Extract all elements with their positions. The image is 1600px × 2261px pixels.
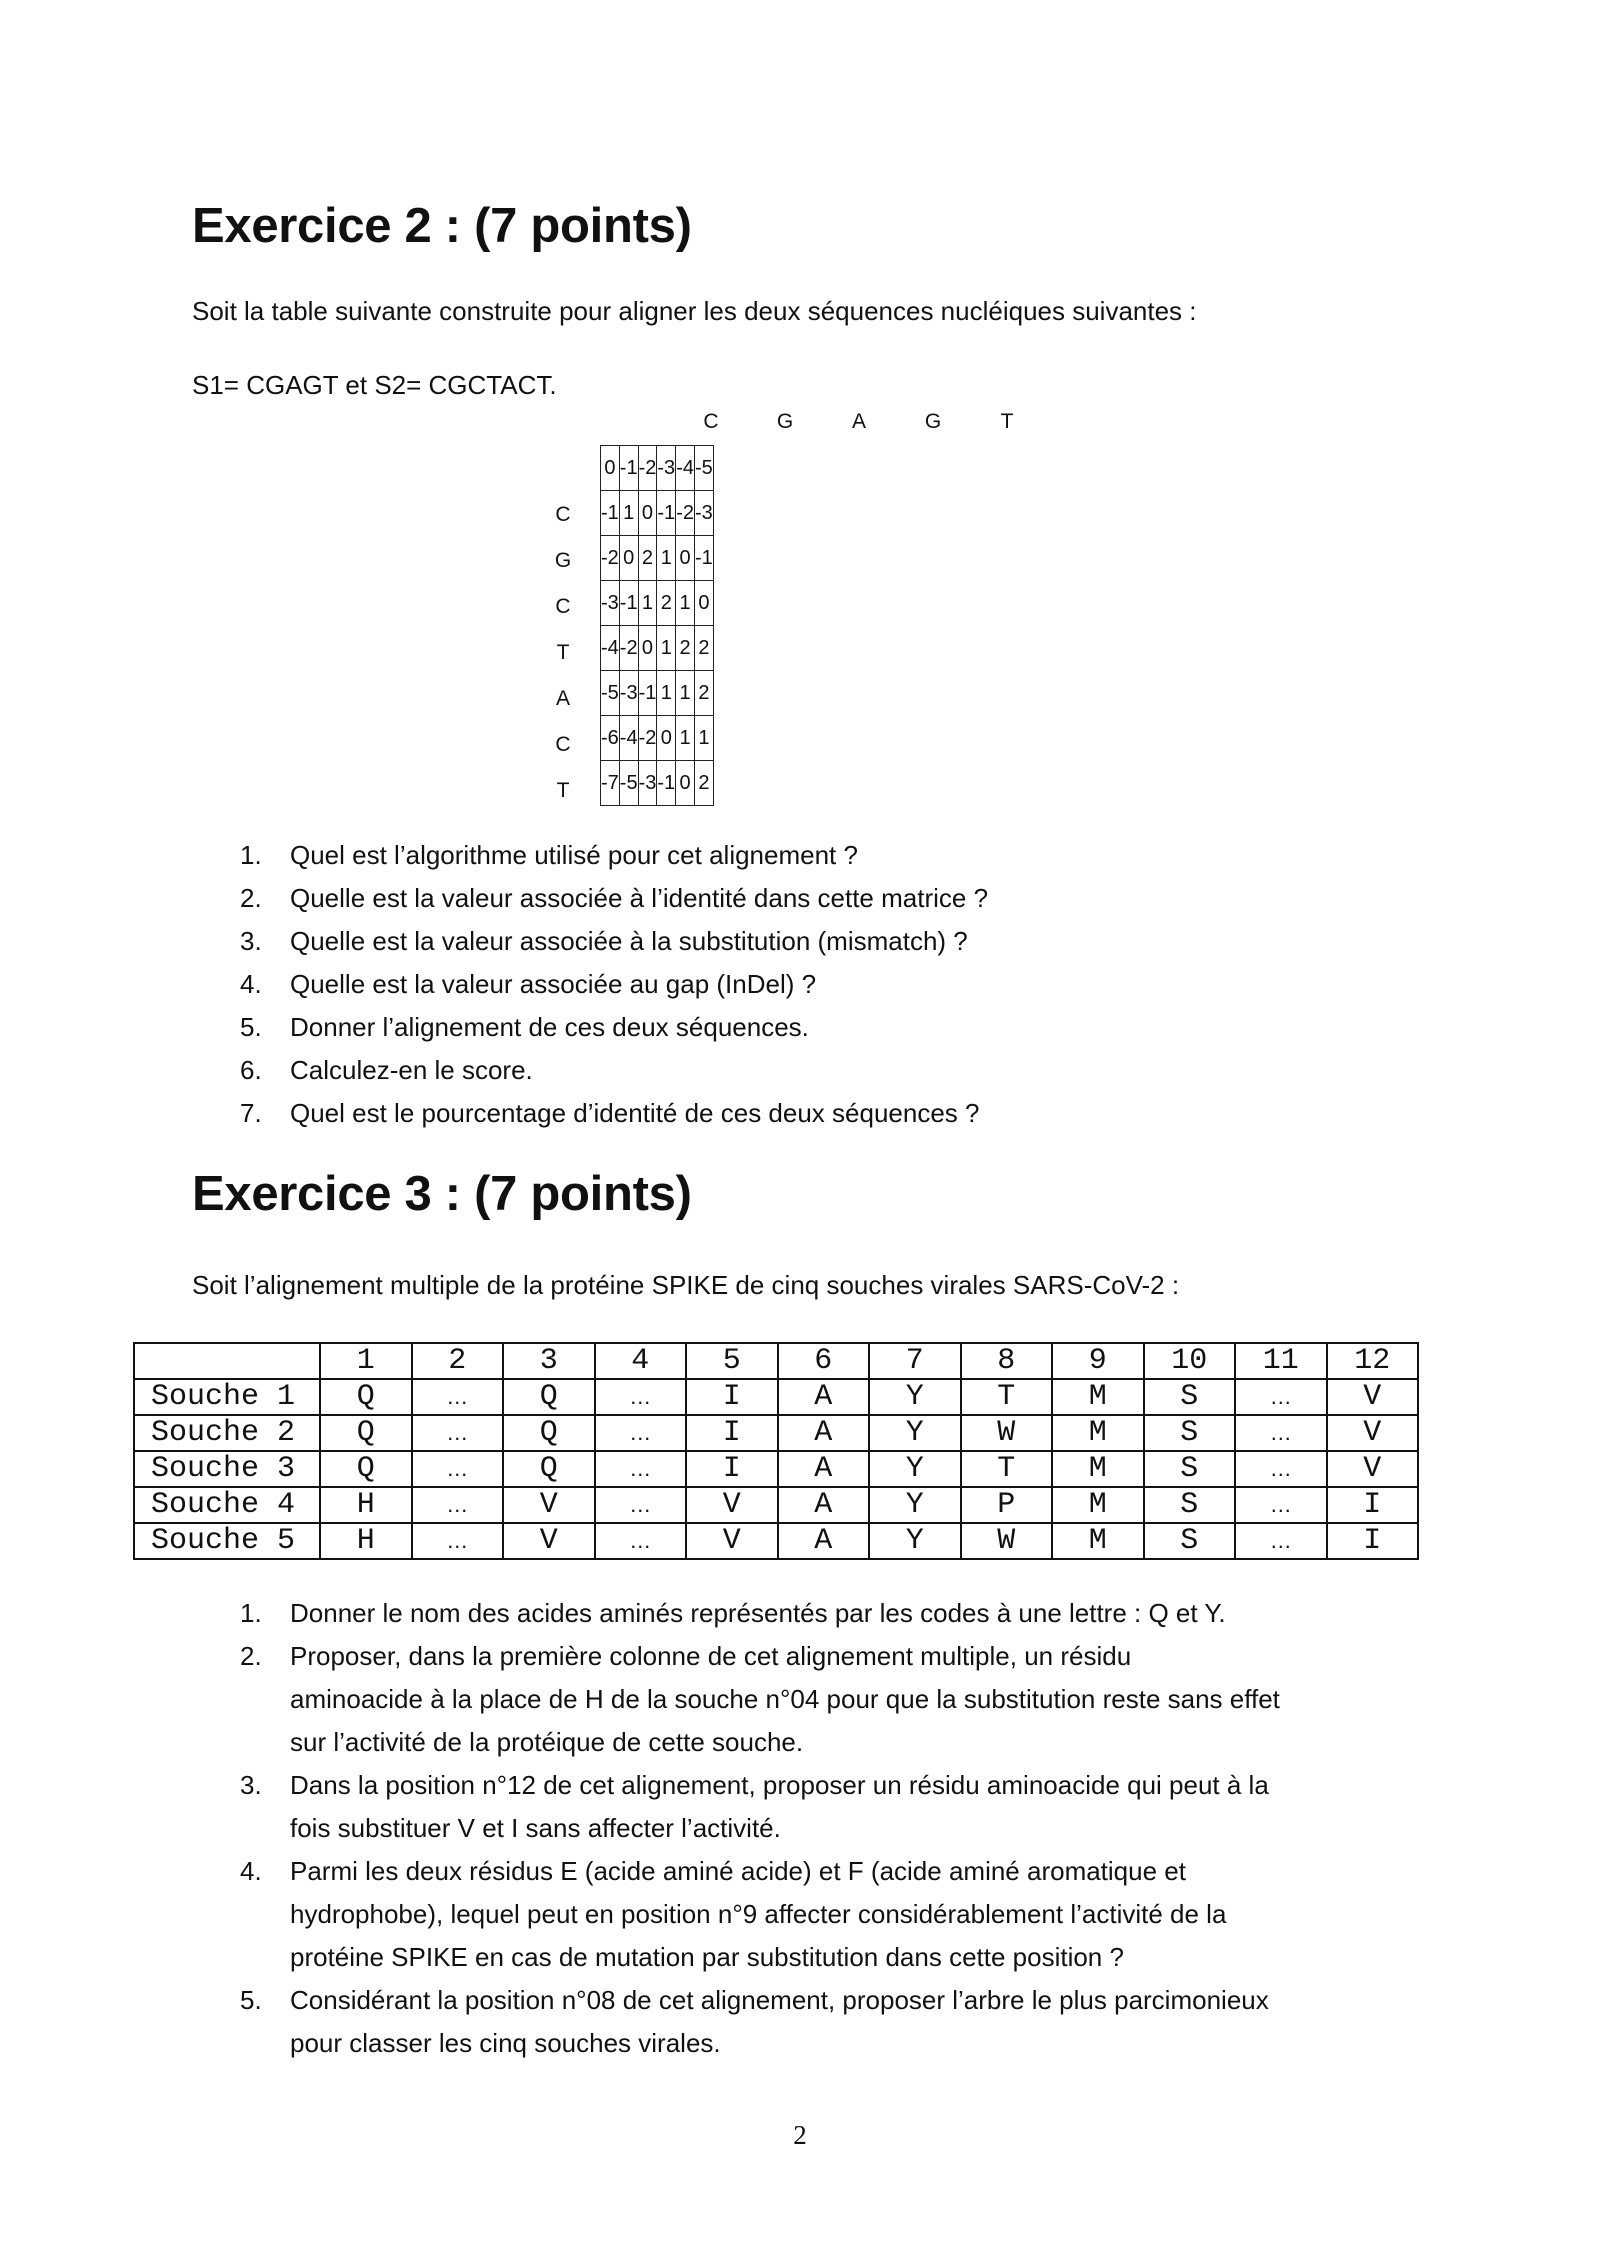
residue-cell: Y [869,1487,961,1523]
residue-cell: V [1327,1379,1419,1415]
residue-cell: … [595,1487,687,1523]
dp-cell: -3 [694,491,713,536]
dp-cell: 2 [676,626,695,671]
alignment-row [134,1451,1418,1487]
dp-row [601,536,714,581]
alignment-position-header: 12 [1327,1343,1419,1379]
question-line: pour classer les cinq souches virales. [290,2028,721,2058]
dp-cell: -4 [601,626,620,671]
residue-cell: … [412,1415,504,1451]
dp-row [601,671,714,716]
dp-cell: -2 [676,491,695,536]
question-text: Calculez-en le score. [290,1055,533,1085]
alignment-position-header: 6 [778,1343,870,1379]
dp-col-header: C [703,410,719,433]
dp-row [601,626,714,671]
exercise2-questions [240,834,988,1135]
question-number: 2. [240,1641,262,1671]
page-number: 2 [793,2120,807,2150]
dp-row-header: T [556,641,570,664]
dp-cell: -1 [657,491,676,536]
residue-cell: … [412,1487,504,1523]
question-number: 7. [240,1098,262,1128]
alignment-position-header: 7 [869,1343,961,1379]
dp-cell: -1 [601,491,620,536]
alignment-position-header: 5 [686,1343,778,1379]
residue-cell: A [778,1415,870,1451]
alignment-row [134,1379,1418,1415]
dp-cell: 1 [657,536,676,581]
dp-cell: -4 [619,716,638,761]
dp-cell: 1 [676,671,695,716]
residue-cell: V [503,1523,595,1559]
dp-cell: 1 [694,716,713,761]
dp-col-header: A [851,410,866,433]
residue-cell: V [1327,1451,1419,1487]
residue-cell: … [1235,1451,1327,1487]
question-line: fois substituer V et I sans affecter l’activité. [290,1813,781,1843]
dp-cell: 0 [619,536,638,581]
dp-cell: 1 [676,581,695,626]
question-line: protéine SPIKE en cas de mutation par substitution dans cette position ? [290,1942,1124,1972]
dp-row [601,716,714,761]
dp-cell: 2 [694,626,713,671]
dp-cell: -6 [601,716,620,761]
question-text: Quelle est la valeur associée à l’identité dans cette matrice ? [290,883,989,913]
residue-cell: Q [503,1451,595,1487]
residue-cell: V [503,1487,595,1523]
residue-cell: V [1327,1415,1419,1451]
residue-cell: S [1144,1487,1236,1523]
residue-cell: S [1144,1451,1236,1487]
dp-cell: -1 [657,761,676,806]
dp-col-header: T [1000,410,1014,433]
residue-cell: P [961,1487,1053,1523]
dp-cell: 1 [619,491,638,536]
alignment-header-row [134,1343,1418,1379]
dp-col-header: G [924,410,942,433]
residue-cell: Q [503,1379,595,1415]
dp-row-header: C [555,733,571,756]
dp-cell: -3 [619,671,638,716]
residue-cell: Y [869,1451,961,1487]
dp-cell: 0 [676,761,695,806]
residue-cell: Q [320,1451,412,1487]
dp-cell: -2 [638,446,657,491]
residue-cell: M [1052,1487,1144,1523]
alignment-position-header: 10 [1144,1343,1236,1379]
dp-cell: 1 [657,626,676,671]
residue-cell: … [1235,1379,1327,1415]
exercise2-title: Exercice 2 : (7 points) [192,199,692,253]
question-number: 3. [240,1770,262,1800]
question-number: 1. [240,1598,262,1628]
dp-row-header: G [554,549,572,572]
alignment-position-header: 8 [961,1343,1053,1379]
dp-cell: 0 [638,626,657,671]
residue-cell: H [320,1523,412,1559]
exercise2-intro: Soit la table suivante construite pour aligner les deux séquences nucléiques suivantes : [192,296,1197,326]
strain-label: Souche 3 [134,1451,320,1487]
question-item [240,1092,988,1135]
residue-cell: I [1327,1487,1419,1523]
question-number: 2. [240,883,262,913]
residue-cell: S [1144,1379,1236,1415]
residue-cell: … [595,1523,687,1559]
exercise3-title: Exercice 3 : (7 points) [192,1167,692,1221]
residue-cell: Y [869,1379,961,1415]
residue-cell: Q [320,1379,412,1415]
residue-cell: A [778,1379,870,1415]
residue-cell: Y [869,1523,961,1559]
residue-cell: W [961,1523,1053,1559]
dp-row-header: A [555,687,570,710]
dp-cell: 2 [694,671,713,716]
dp-cell: 1 [638,581,657,626]
dp-cell: 0 [676,536,695,581]
strain-label: Souche 1 [134,1379,320,1415]
residue-cell: … [1235,1487,1327,1523]
dp-cell: 2 [638,536,657,581]
question-number: 4. [240,1856,262,1886]
residue-cell: … [595,1379,687,1415]
dp-row [601,761,714,806]
dp-row-header: C [555,595,571,618]
dp-col-header: G [776,410,794,433]
question-line: aminoacide à la place de H de la souche n°04 pour que la substitution reste sans effet [290,1684,1280,1714]
question-item [240,1592,1280,1635]
dp-cell: -2 [638,716,657,761]
dp-cell: -1 [619,446,638,491]
question-line: Parmi les deux résidus E (acide aminé acide) et F (acide aminé aromatique et [290,1856,1186,1886]
dp-cell: -3 [657,446,676,491]
dp-row-header: T [556,779,570,802]
exercise2-sequences: S1= CGAGT et S2= CGCTACT. [192,370,557,400]
residue-cell: V [686,1487,778,1523]
residue-cell: A [778,1487,870,1523]
residue-cell: W [961,1415,1053,1451]
question-line: Considérant la position n°08 de cet alignement, proposer l’arbre le plus parcimonieux [290,1985,1269,2015]
residue-cell: … [595,1415,687,1451]
alignment-row [134,1415,1418,1451]
residue-cell: … [1235,1523,1327,1559]
dp-cell: -5 [601,671,620,716]
question-item [240,963,988,1006]
dp-cell: 1 [657,671,676,716]
question-text: Donner l’alignement de ces deux séquences. [290,1012,809,1042]
question-number: 6. [240,1055,262,1085]
residue-cell: Q [320,1415,412,1451]
alignment-table [133,1342,1419,1560]
question-item [240,1635,1280,1764]
dp-cell: -5 [619,761,638,806]
dp-cell: -1 [694,536,713,581]
alignment-position-header: 11 [1235,1343,1327,1379]
residue-cell: … [412,1523,504,1559]
dp-cell: 0 [601,446,620,491]
strain-label: Souche 4 [134,1487,320,1523]
exercise3-intro: Soit l’alignement multiple de la protéine SPIKE de cinq souches virales SARS-CoV-2 : [192,1270,1180,1300]
question-line: Donner le nom des acides aminés représentés par les codes à une lettre : Q et Y. [290,1598,1226,1628]
residue-cell: H [320,1487,412,1523]
dp-cell: 0 [694,581,713,626]
dp-cell: -2 [601,536,620,581]
question-number: 1. [240,840,262,870]
residue-cell: … [1235,1415,1327,1451]
residue-cell: … [595,1451,687,1487]
residue-cell: A [778,1523,870,1559]
dp-cell: -3 [638,761,657,806]
question-text: Quelle est la valeur associée au gap (InDel) ? [290,969,817,999]
question-item [240,1979,1280,2065]
exercise3-questions [240,1592,1280,2065]
residue-cell: M [1052,1523,1144,1559]
dp-cell: 2 [694,761,713,806]
residue-cell: A [778,1451,870,1487]
dp-cell: -1 [638,671,657,716]
alignment-position-header: 1 [320,1343,412,1379]
dp-row [601,491,714,536]
question-item [240,1049,988,1092]
question-text: Quelle est la valeur associée à la substitution (mismatch) ? [290,926,968,956]
dp-cell: -2 [619,626,638,671]
question-number: 5. [240,1985,262,2015]
dp-cell: 0 [657,716,676,761]
residue-cell: M [1052,1379,1144,1415]
strain-label: Souche 5 [134,1523,320,1559]
question-item [240,877,988,920]
residue-cell: Q [503,1415,595,1451]
question-number: 5. [240,1012,262,1042]
question-line: Proposer, dans la première colonne de cet alignement multiple, un résidu [290,1641,1132,1671]
residue-cell: I [686,1415,778,1451]
dp-row-header: C [555,503,571,526]
question-number: 4. [240,969,262,999]
question-item [240,1764,1280,1850]
question-item [240,1006,988,1049]
question-number: 3. [240,926,262,956]
question-text: Quel est l’algorithme utilisé pour cet alignement ? [290,840,858,870]
question-item [240,920,988,963]
alignment-position-header: 2 [412,1343,504,1379]
question-line: hydrophobe), lequel peut en position n°9 affecter considérablement l’activité de la [290,1899,1227,1929]
dp-cell: 2 [657,581,676,626]
alignment-position-header: 4 [595,1343,687,1379]
dp-cell: -7 [601,761,620,806]
dp-cell: -5 [694,446,713,491]
question-line: sur l’activité de la protéique de cette souche. [290,1727,804,1757]
question-text: Quel est le pourcentage d’identité de ces deux séquences ? [290,1098,980,1128]
question-item [240,1850,1280,1979]
residue-cell: … [412,1451,504,1487]
dp-row [601,446,714,491]
residue-cell: T [961,1451,1053,1487]
residue-cell: S [1144,1523,1236,1559]
residue-cell: V [686,1523,778,1559]
dp-cell: -3 [601,581,620,626]
dp-row [601,581,714,626]
residue-cell: M [1052,1451,1144,1487]
residue-cell: I [686,1379,778,1415]
dp-matrix-grid [600,445,714,806]
question-line: Dans la position n°12 de cet alignement, proposer un résidu aminoacide qui peut à la [290,1770,1269,1800]
residue-cell: T [961,1379,1053,1415]
residue-cell: I [1327,1523,1419,1559]
alignment-row [134,1487,1418,1523]
alignment-position-header: 3 [503,1343,595,1379]
strain-label: Souche 2 [134,1415,320,1451]
dp-cell: -4 [676,446,695,491]
residue-cell: M [1052,1415,1144,1451]
residue-cell: S [1144,1415,1236,1451]
residue-cell: … [412,1379,504,1415]
dp-cell: 0 [638,491,657,536]
residue-cell: Y [869,1415,961,1451]
alignment-position-header: 9 [1052,1343,1144,1379]
dp-cell: -1 [619,581,638,626]
dp-cell: 1 [676,716,695,761]
residue-cell: I [686,1451,778,1487]
question-item [240,834,988,877]
alignment-corner-cell [134,1343,320,1379]
alignment-row [134,1523,1418,1559]
